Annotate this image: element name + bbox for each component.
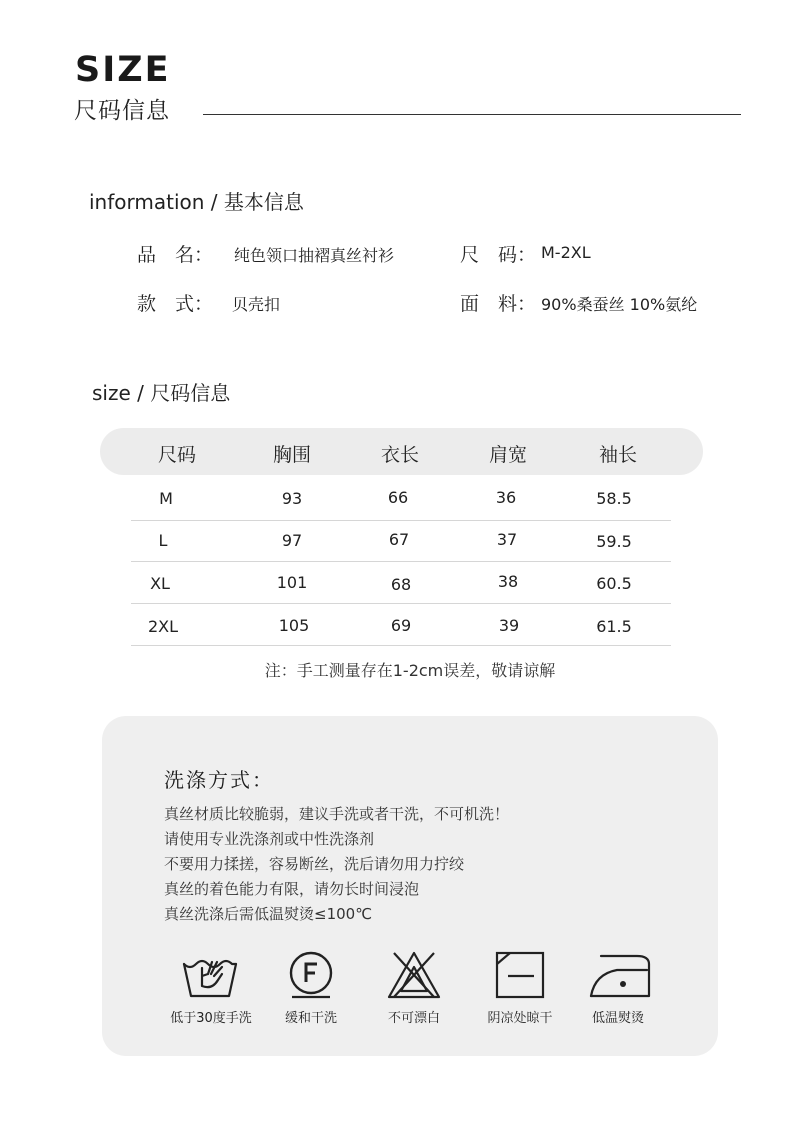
care-label: 阴凉处晾干 (487, 1011, 553, 1026)
table-cell: 38 (497, 572, 519, 591)
table-cell: 39 (498, 616, 520, 635)
column-header-sleeve: 袖长 (598, 444, 637, 466)
table-cell: 61.5 (596, 617, 632, 636)
row-divider (131, 561, 671, 562)
column-header-size: 尺码 (157, 444, 196, 466)
table-cell: 37 (496, 530, 518, 549)
row-divider (131, 645, 671, 646)
hand-wash-30-icon (182, 950, 238, 1000)
no-bleach-icon (386, 950, 442, 1000)
table-cell: 97 (281, 531, 303, 550)
shade-dry-icon (494, 950, 550, 1000)
table-cell: 60.5 (596, 574, 632, 593)
table-cell: 2XL (147, 617, 179, 636)
info-value-style: 贝壳扣 (232, 295, 281, 314)
info-label-style: 款 式： (137, 293, 214, 315)
row-divider (131, 603, 671, 604)
info-value-size: M-2XL (541, 243, 591, 262)
care-label: 低于30度手洗 (170, 1011, 252, 1026)
table-cell: L (158, 531, 168, 550)
info-value-fabric: 90%桑蚕丝 10%氨纶 (541, 295, 698, 314)
page-title: SIZE (75, 50, 171, 90)
care-instruction: 真丝材质比较脆弱，建议手洗或者干洗，不可机洗！ (164, 805, 510, 823)
header-divider (203, 114, 741, 115)
dry-clean-f-icon (283, 950, 339, 1000)
size-heading: size / 尺码信息 (92, 381, 231, 405)
table-cell: 93 (281, 489, 303, 508)
info-value-name: 纯色领口抽褶真丝衬衫 (234, 246, 395, 265)
table-cell: 68 (390, 575, 412, 594)
care-title: 洗涤方式： (164, 768, 274, 792)
info-label-fabric: 面 料： (460, 293, 537, 315)
iron-low-icon (589, 950, 651, 1000)
care-label: 缓和干洗 (284, 1011, 337, 1026)
measurement-note: 注：手工测量存在1-2cm误差，敬请谅解 (264, 661, 556, 680)
row-divider (131, 520, 671, 521)
info-heading: information / 基本信息 (89, 190, 304, 214)
table-cell: XL (150, 574, 170, 593)
care-label: 低温熨烫 (591, 1011, 644, 1026)
info-label-name: 品 名： (137, 244, 214, 266)
table-cell: 105 (278, 616, 310, 635)
table-cell: 59.5 (596, 532, 632, 551)
table-cell: 101 (276, 573, 308, 592)
table-cell: 36 (495, 488, 517, 507)
column-header-shoulder: 肩宽 (488, 444, 527, 466)
care-instruction: 请使用专业洗涤剂或中性洗涤剂 (164, 830, 375, 848)
table-cell: 58.5 (596, 489, 632, 508)
care-instruction: 真丝洗涤后需低温熨烫≤100℃ (164, 905, 373, 923)
page-subtitle: 尺码信息 (74, 98, 170, 124)
table-cell: M (159, 489, 173, 508)
care-label: 不可漂白 (387, 1011, 440, 1026)
table-cell: 67 (388, 530, 410, 549)
info-label-size: 尺 码： (460, 244, 537, 266)
care-instruction: 真丝的着色能力有限，请勿长时间浸泡 (164, 880, 420, 898)
care-instruction: 不要用力揉搓，容易断丝，洗后请勿用力拧绞 (164, 855, 465, 873)
table-cell: 69 (390, 616, 412, 635)
column-header-length: 衣长 (380, 444, 419, 466)
table-cell: 66 (387, 488, 409, 507)
column-header-chest: 胸围 (272, 444, 311, 466)
